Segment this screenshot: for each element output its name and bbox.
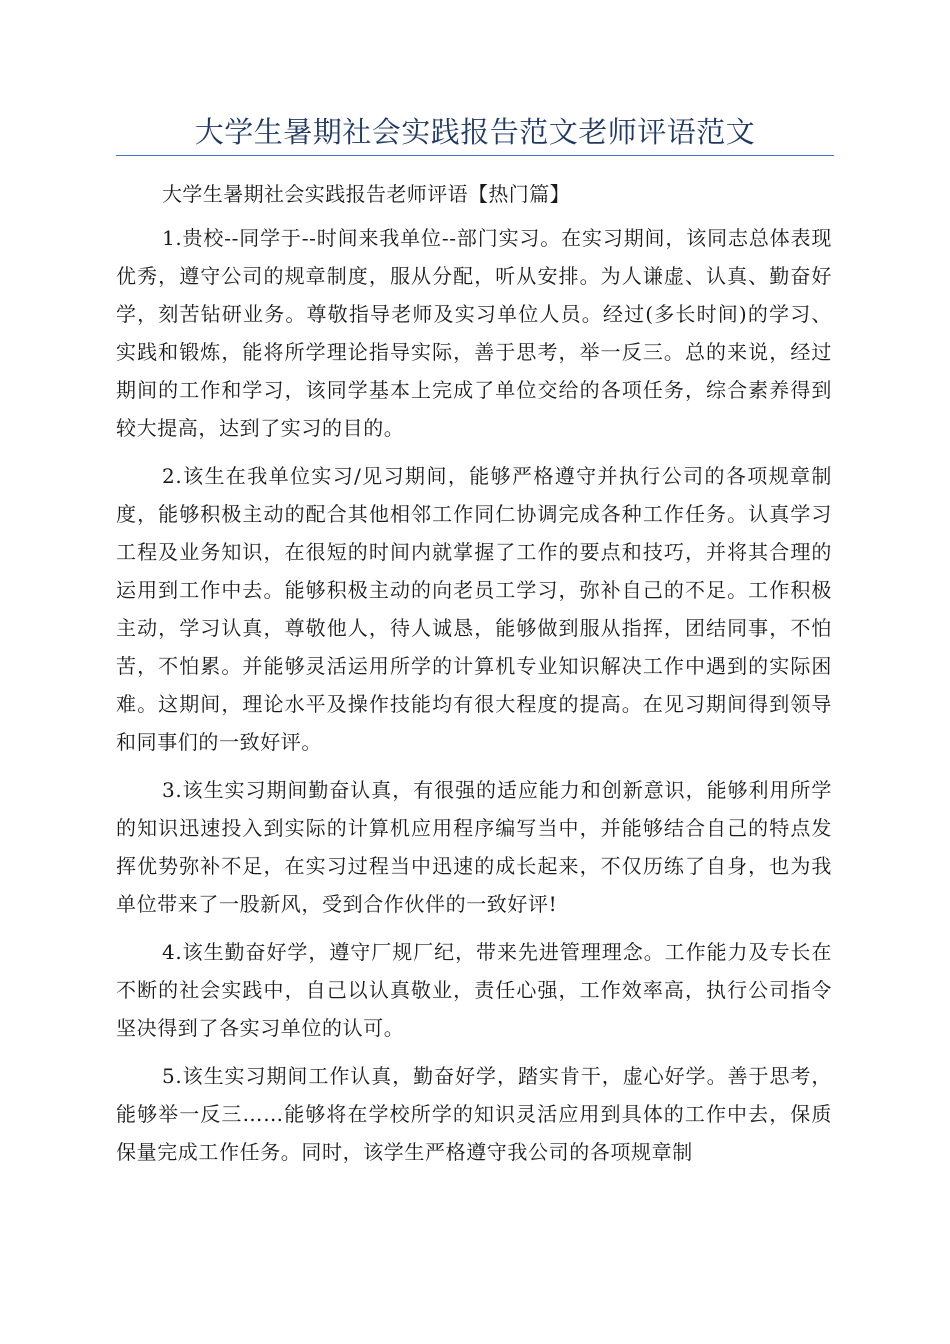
document-body <box>116 175 832 1181</box>
paragraph-3: 3.该生实习期间勤奋认真，有很强的适应能力和创新意识，能够利用所学的知识迅速投入到实际的计算机应用程序编写当中，并能够结合自己的特点发挥优势弥补不足，在实习过程当中迅速的成长起来，不仅历练了自身，也为我单位带来了一股新风，受到合作伙伴的一致好评! <box>116 778 832 916</box>
document-title: 大学生暑期社会实践报告范文老师评语范文 <box>194 115 756 149</box>
paragraph-5: 5.该生实习期间工作认真，勤奋好学，踏实肯干，虚心好学。善于思考，能够举一反三……能够将在学校所学的知识灵活应用到具体的工作中去，保质保量完成工作任务。同时，该学生严格遵守我公司的各项规章制 <box>116 1064 832 1164</box>
paragraph-2: 2.该生在我单位实习/见习期间，能够严格遵守并执行公司的各项规章制度，能够积极主动的配合其他相邻工作同仁协调完成各种工作任务。认真学习工程及业务知识，在很短的时间内就掌握了工作的要点和技巧，并将其合理的运用到工作中去。能够积极主动的向老员工学习，弥补自己的不足。工作积极主动，学习认真，尊敬他人，待人诚恳，能够做到服从指挥，团结同事，不怕苦，不怕累。并能够灵活运用所学的计算机专业知识解决工作中遇到的实际困难。这期间，理论水平及操作技能均有很大程度的提高。在见习期间得到领导和同事们的一致好评。 <box>116 464 832 754</box>
title-underline <box>116 155 834 156</box>
paragraph-1: 1.贵校--同学于--时间来我单位--部门实习。在实习期间，该同志总体表现优秀，遵守公司的规章制度，服从分配，听从安排。为人谦虚、认真、勤奋好学，刻苦钻研业务。尊敬指导老师及实习单位人员。经过(多长时间)的学习、实践和锻炼，能将所学理论指导实际，善于思考，举一反三。总的来说，经过期间的工作和学习，该同学基本上完成了单位交给的各项任务，综合素养得到较大提高，达到了实习的目的。 <box>116 226 832 440</box>
paragraph-4: 4.该生勤奋好学，遵守厂规厂纪，带来先进管理理念。工作能力及专长在不断的社会实践中，自己以认真敬业，责任心强，工作效率高，执行公司指令坚决得到了各实习单位的认可。 <box>116 940 832 1040</box>
section-heading: 大学生暑期社会实践报告老师评语【热门篇】 <box>162 182 570 206</box>
